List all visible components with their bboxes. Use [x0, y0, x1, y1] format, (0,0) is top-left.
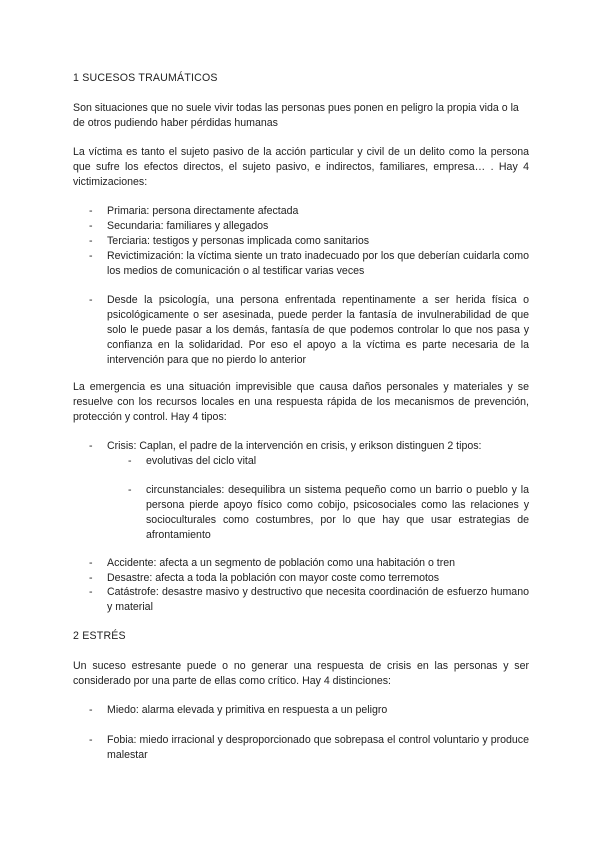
bullet-dash: - — [128, 484, 132, 496]
bullet-dash: - — [89, 586, 93, 598]
emergencia-paragraph: La emergencia es una situación imprevisible que causa daños personales y materiales y se resuelve con los recursos locales en una respuesta rápida de los mecanismos de prevención, protección y control. Hay 4 tipos: — [73, 381, 529, 423]
list-item-text: Miedo: alarma elevada y primitiva en respuesta a un peligro — [107, 704, 388, 716]
bullet-dash: - — [89, 440, 93, 452]
bullet-dash: - — [89, 250, 93, 262]
section-1-heading: 1 SUCESOS TRAUMÁTICOS — [73, 72, 218, 84]
list-item-text: Accidente: afecta a un segmento de población como una habitación o tren — [107, 557, 456, 569]
sublist-item-text: circunstanciales: desequilibra un sistema pequeño como un barrio o pueblo y la persona pierde apoyo físico como cobijo, psicosociales como las relaciones y socioculturales como costumbres, por lo que hay que usar estrategias de afrontamiento — [146, 484, 529, 541]
bullet-dash: - — [89, 572, 93, 584]
bullet-dash: - — [89, 220, 93, 232]
bullet-dash: - — [128, 455, 132, 467]
list-item-text: Crisis: Caplan, el padre de la intervención en crisis, y erikson distinguen 2 tipos: — [107, 440, 482, 452]
section-1-intro: Son situaciones que no suele vivir todas las personas pues ponen en peligro la propia vida o la de otros pudiendo haber pérdidas humanas — [73, 102, 519, 129]
bullet-dash: - — [89, 734, 93, 746]
bullet-dash: - — [89, 557, 93, 569]
bullet-dash: - — [89, 205, 93, 217]
list-item-text: Primaria: persona directamente afectada — [107, 205, 299, 217]
section-2-heading: 2 ESTRÉS — [73, 630, 126, 642]
list-item-text: Terciaria: testigos y personas implicada como sanitarios — [107, 235, 370, 247]
list-item-text: Desastre: afecta a toda la población con mayor coste como terremotos — [107, 572, 440, 584]
bullet-dash: - — [89, 294, 93, 306]
bullet-dash: - — [89, 704, 93, 716]
victima-paragraph: La víctima es tanto el sujeto pasivo de la acción particular y civil de un delito como la persona que sufre los efectos directos, el sujeto pasivo, e indirectos, familiares, empresa… . Hay 4 victimizaciones: — [73, 146, 529, 188]
list-item-text: Desde la psicología, una persona enfrentada repentinamente a ser herida física o psicológicamente o ser asesinada, puede perder la fantasía de invulnerabilidad de que solo le puede pasar a los demás, fantasía de que podemos controlar lo que nos pasa y confianza en la solidaridad. Por eso el apoyo a la víctima es parte necesaria de la intervención para que no pierdo lo anterior — [107, 294, 529, 366]
list-item-text: Catástrofe: desastre masivo y destructivo que necesita coordinación de esfuerzo humano y material — [107, 586, 529, 613]
sublist-item-text: evolutivas del ciclo vital — [146, 455, 257, 467]
list-item-text: Secundaria: familiares y allegados — [107, 220, 269, 232]
bullet-dash: - — [89, 235, 93, 247]
section-2-intro: Un suceso estresante puede o no generar una respuesta de crisis en las personas y ser considerado por una parte de ellas como crítico. Hay 4 distinciones: — [73, 660, 529, 687]
list-item-text: Revictimización: la víctima siente un trato inadecuado por los que deberían cuidarla como los medios de comunicación o al testificar varias veces — [107, 250, 529, 277]
list-item-text: Fobia: miedo irracional y desproporcionado que sobrepasa el control voluntario y produce malestar — [107, 734, 529, 761]
